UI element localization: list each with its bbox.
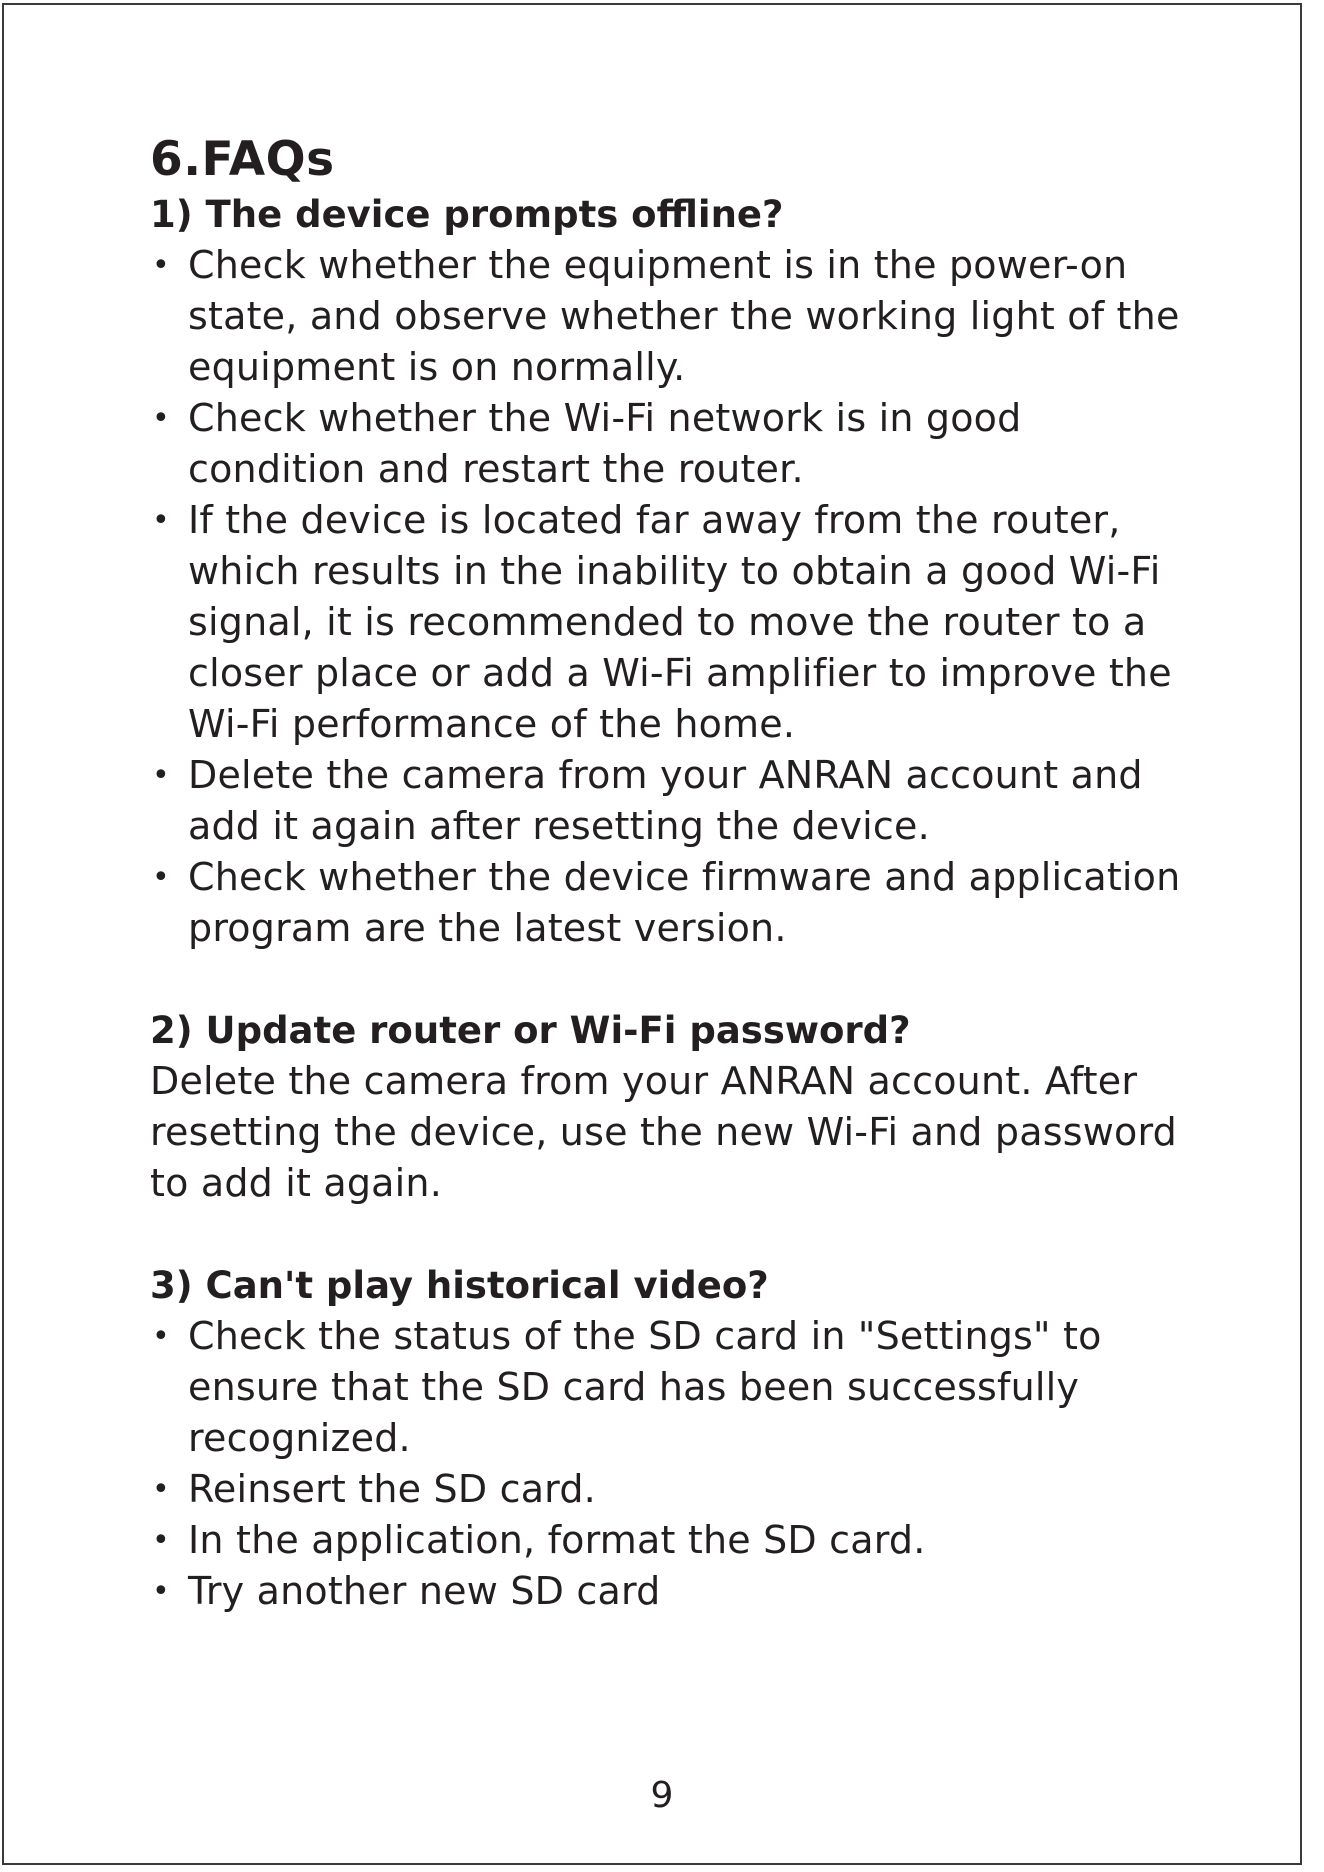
list-item-text: In the application, format the SD card. [188, 1518, 926, 1562]
list-item [150, 1566, 1190, 1617]
bullet-icon: • [152, 1574, 170, 1609]
list-item [150, 1311, 1190, 1464]
page-title: 6.FAQs [150, 132, 335, 187]
list-item [150, 852, 1190, 954]
list-item-text: Check the status of the SD card in "Settings" to ensure that the SD card has been successfully recognized. [188, 1314, 1102, 1460]
bullet-icon: • [152, 1523, 170, 1558]
list-item [150, 1515, 1190, 1566]
bullet-icon: • [152, 1472, 170, 1507]
section-spacer [150, 954, 1190, 1006]
list-item-text: If the device is located far away from the router, which results in the inability to obtain a good Wi-Fi signal, it is recommended to move the router to a closer place or add a Wi-Fi amplifier to improve the Wi-Fi performance of the home. [188, 498, 1172, 746]
bullet-icon: • [152, 758, 170, 793]
faq-question-historical-video: 3) Can't play historical video? [150, 1264, 769, 1307]
list-item-text: Check whether the device firmware and application program are the latest version. [188, 855, 1181, 950]
page-number: 9 [650, 1775, 674, 1816]
list-item-text: Reinsert the SD card. [188, 1467, 596, 1511]
list-item-text: Check whether the equipment is in the power-on state, and observe whether the working light of the equipment is on normally. [188, 243, 1180, 389]
bullet-icon: • [152, 1319, 170, 1354]
list-item [150, 393, 1190, 495]
list-item-text: Try another new SD card [188, 1569, 661, 1613]
bullet-icon: • [152, 401, 170, 436]
faq-answer-list-offline [150, 240, 1190, 954]
bullet-icon: • [152, 248, 170, 283]
list-item [150, 750, 1190, 852]
bullet-icon: • [152, 860, 170, 895]
list-item [150, 240, 1190, 393]
faq-question-update-password: 2) Update router or Wi-Fi password? [150, 1009, 911, 1052]
list-item-text: Check whether the Wi-Fi network is in good condition and restart the router. [188, 396, 1022, 491]
list-item [150, 495, 1190, 750]
section-spacer [150, 1209, 1190, 1261]
bullet-icon: • [152, 503, 170, 538]
list-item-text: Delete the camera from your ANRAN account and add it again after resetting the device. [188, 753, 1143, 848]
list-item [150, 1464, 1190, 1515]
faq-answer-list-historical-video [150, 1311, 1190, 1617]
document-content [150, 130, 1190, 1617]
faq-answer-update-password: Delete the camera from your ANRAN account. After resetting the device, use the new Wi-Fi and password to add it again. [150, 1059, 1177, 1205]
faq-question-offline: 1) The device prompts offline? [150, 193, 784, 236]
